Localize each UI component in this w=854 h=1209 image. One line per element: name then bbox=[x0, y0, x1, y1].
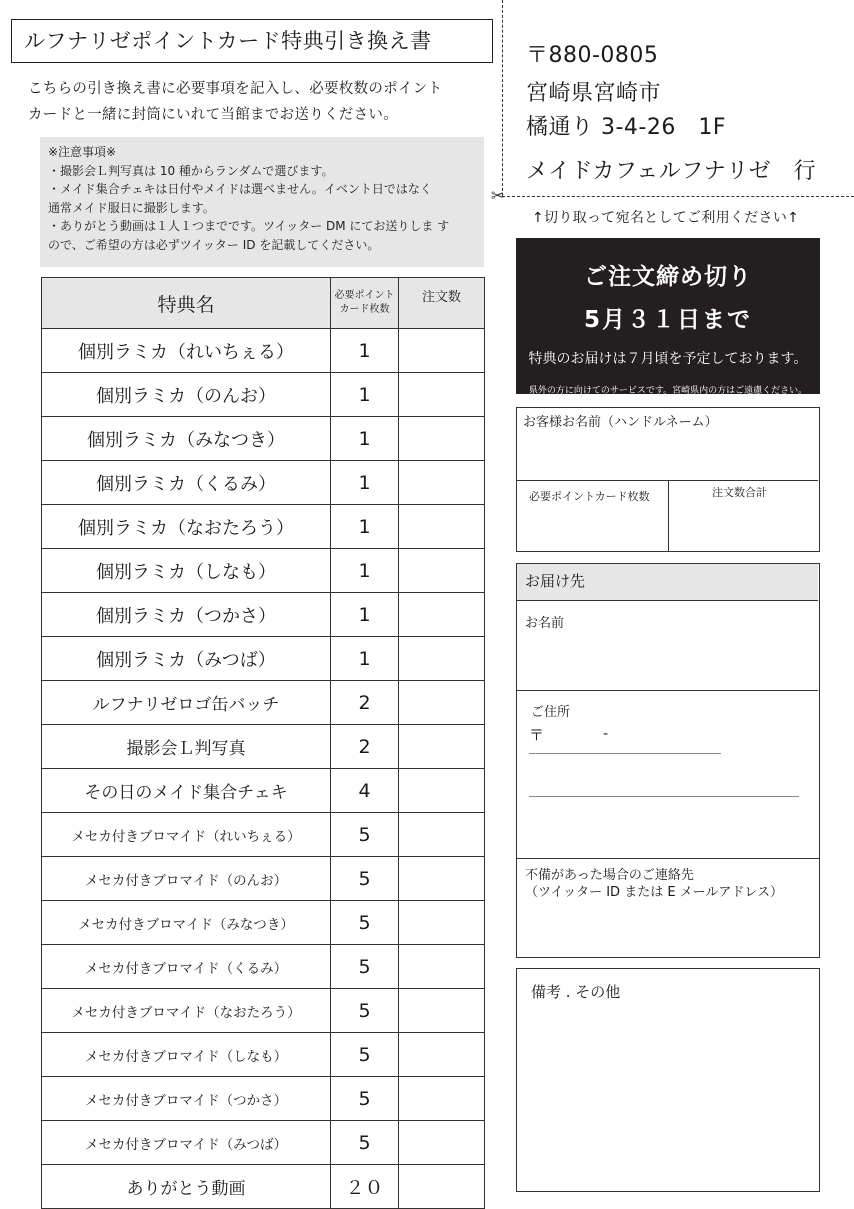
benefit-name: メセカ付きブロマイド（つかさ） bbox=[42, 1077, 331, 1121]
scissors-icon: ✂ bbox=[491, 186, 505, 205]
benefit-name: ルフナリゼロゴ缶バッチ bbox=[42, 681, 331, 725]
header-points-line-2: カード枚数 bbox=[339, 304, 390, 315]
order-total-label: 注文数合計 bbox=[712, 486, 767, 499]
page-title: ルフナリゼポイントカード特典引き換え書 bbox=[11, 19, 493, 63]
qty-cell[interactable] bbox=[399, 1077, 485, 1121]
benefit-points: 5 bbox=[331, 1077, 399, 1121]
contact-box[interactable] bbox=[516, 858, 820, 958]
delivery-header bbox=[517, 564, 818, 601]
benefit-name: メセカ付きブロマイド（れいちぇる） bbox=[42, 813, 331, 857]
qty-cell[interactable] bbox=[399, 1121, 485, 1165]
qty-cell[interactable] bbox=[399, 549, 485, 593]
qty-cell[interactable] bbox=[399, 1033, 485, 1077]
postal-dash: - bbox=[603, 726, 609, 742]
address-postal: 〒880-0805 bbox=[526, 43, 659, 68]
address-line-2: 橘通り 3-4-26 1F bbox=[526, 115, 727, 140]
contact-label-1: 不備があった場合のご連絡先 bbox=[525, 868, 694, 883]
table-row bbox=[42, 417, 485, 461]
divider bbox=[517, 690, 818, 691]
table-row bbox=[42, 989, 485, 1033]
header-points bbox=[331, 278, 399, 329]
qty-cell[interactable] bbox=[399, 505, 485, 549]
benefit-points: 2 bbox=[331, 681, 399, 725]
table-row bbox=[42, 901, 485, 945]
benefit-points: 1 bbox=[331, 549, 399, 593]
benefits-table bbox=[41, 277, 485, 1209]
benefit-points: 5 bbox=[331, 989, 399, 1033]
customer-name-field[interactable] bbox=[517, 408, 818, 480]
qty-cell[interactable] bbox=[399, 593, 485, 637]
order-total-field[interactable] bbox=[670, 504, 818, 550]
qty-cell[interactable] bbox=[399, 417, 485, 461]
table-row bbox=[42, 593, 485, 637]
table-row bbox=[42, 1033, 485, 1077]
table-row bbox=[42, 461, 485, 505]
table-row bbox=[42, 637, 485, 681]
delivery-header-label: お届け先 bbox=[525, 572, 586, 590]
notes-line: ので、ご希望の方は必ずツイッター ID を記載してください。 bbox=[48, 237, 380, 252]
address-label: ご住所 bbox=[531, 705, 571, 720]
qty-cell[interactable] bbox=[399, 461, 485, 505]
divider bbox=[668, 480, 669, 551]
benefit-name: 個別ラミカ（みつば） bbox=[42, 637, 331, 681]
benefit-points: 1 bbox=[331, 329, 399, 373]
table-row bbox=[42, 1077, 485, 1121]
postal-code-field[interactable] bbox=[529, 753, 721, 754]
intro-text bbox=[28, 76, 508, 128]
table-row bbox=[42, 549, 485, 593]
delivery-box bbox=[516, 563, 820, 859]
intro-line-1: こちらの引き換え書に必要事項を記入し、必要枚数のポイント bbox=[28, 81, 443, 97]
qty-cell[interactable] bbox=[399, 813, 485, 857]
qty-cell[interactable] bbox=[399, 857, 485, 901]
table-row bbox=[42, 725, 485, 769]
notes-line: ・ありがとう動画は１人１つまでです。ツイッター DM にてお送りしま す bbox=[48, 219, 450, 234]
header-points-line-1: 必要ポイント bbox=[334, 290, 395, 301]
benefit-points: 5 bbox=[331, 1033, 399, 1077]
benefit-name: 個別ラミカ（つかさ） bbox=[42, 593, 331, 637]
postal-mark: 〒 bbox=[529, 726, 545, 744]
table-row bbox=[42, 813, 485, 857]
benefit-name: その日のメイド集合チェキ bbox=[42, 769, 331, 813]
remarks-box[interactable] bbox=[516, 968, 820, 1192]
table-row bbox=[42, 1165, 485, 1209]
qty-cell[interactable] bbox=[399, 637, 485, 681]
table-row bbox=[42, 373, 485, 417]
table-row bbox=[42, 945, 485, 989]
benefit-name: 個別ラミカ（しなも） bbox=[42, 549, 331, 593]
address-line-1: 宮崎県宮崎市 bbox=[526, 81, 662, 106]
benefit-points: 1 bbox=[331, 505, 399, 549]
benefit-name: メセカ付きブロマイド（のんお） bbox=[42, 857, 331, 901]
qty-cell[interactable] bbox=[399, 681, 485, 725]
benefit-points: 1 bbox=[331, 373, 399, 417]
qty-cell[interactable] bbox=[399, 725, 485, 769]
header-name: 特典名 bbox=[42, 278, 331, 329]
benefit-name: ありがとう動画 bbox=[42, 1165, 331, 1209]
benefit-name: メセカ付きブロマイド（くるみ） bbox=[42, 945, 331, 989]
benefit-points: 5 bbox=[331, 901, 399, 945]
benefit-name: メセカ付きブロマイド（しなも） bbox=[42, 1033, 331, 1077]
intro-line-2: カードと一緒に封筒にいれて当館までお送りください。 bbox=[28, 107, 398, 123]
benefit-points: 5 bbox=[331, 857, 399, 901]
benefit-points: 2 bbox=[331, 725, 399, 769]
customer-box bbox=[516, 407, 820, 552]
notes-line: 通常メイド服日に撮影します。 bbox=[48, 200, 215, 215]
table-row bbox=[42, 1121, 485, 1165]
deadline-box bbox=[516, 238, 820, 394]
remarks-label: 備考 . その他 bbox=[531, 983, 621, 1001]
qty-cell[interactable] bbox=[399, 945, 485, 989]
benefit-points: 1 bbox=[331, 417, 399, 461]
notes-heading: ※注意事項※ bbox=[48, 145, 117, 159]
cut-line-vertical bbox=[502, 0, 503, 196]
benefit-points: 5 bbox=[331, 945, 399, 989]
benefit-name: 個別ラミカ（のんお） bbox=[42, 373, 331, 417]
table-row bbox=[42, 769, 485, 813]
address-recipient: メイドカフェルフナリゼ 行 bbox=[526, 159, 817, 184]
table-header-row bbox=[42, 278, 485, 329]
customer-name-label: お客様お名前（ハンドルネーム） bbox=[523, 415, 718, 430]
qty-cell[interactable] bbox=[399, 769, 485, 813]
benefit-points: 1 bbox=[331, 593, 399, 637]
benefit-points: 4 bbox=[331, 769, 399, 813]
benefit-points: 5 bbox=[331, 813, 399, 857]
table-row bbox=[42, 329, 485, 373]
qty-cell[interactable] bbox=[399, 989, 485, 1033]
benefit-points: ２０ bbox=[331, 1165, 399, 1209]
cut-note: ↑切り取って宛名としてご利用ください↑ bbox=[532, 210, 800, 226]
benefit-name: メセカ付きブロマイド（なおたろう） bbox=[42, 989, 331, 1033]
benefit-points: 5 bbox=[331, 1121, 399, 1165]
deadline-date: 5月３１日まで bbox=[583, 307, 752, 333]
address-field[interactable] bbox=[529, 796, 799, 797]
qty-cell[interactable] bbox=[399, 373, 485, 417]
header-qty: 注文数 bbox=[399, 278, 485, 329]
points-total-field[interactable] bbox=[517, 504, 667, 550]
qty-cell[interactable] bbox=[399, 901, 485, 945]
qty-cell[interactable] bbox=[399, 329, 485, 373]
benefit-name: 個別ラミカ（なおたろう） bbox=[42, 505, 331, 549]
deadline-title: ご注文締め切り bbox=[584, 264, 752, 290]
qty-cell[interactable] bbox=[399, 1165, 485, 1209]
contact-label-2: （ツイッター ID または E メールアドレス） bbox=[525, 885, 784, 900]
notes-box bbox=[40, 137, 484, 267]
points-total-label: 必要ポイントカード枚数 bbox=[529, 490, 650, 503]
notes-line: ・メイド集合チェキは日付やメイドは選べません。イベント日ではなく bbox=[48, 182, 432, 197]
deadline-note: 県外の方に向けてのサービスです。宮崎県内の方はご遠慮ください。 bbox=[528, 386, 808, 396]
deadline-delivery: 特典のお届けは７月頃を予定しております。 bbox=[528, 351, 808, 367]
recipient-name-field[interactable] bbox=[517, 604, 818, 688]
table-row bbox=[42, 681, 485, 725]
notes-line: ・撮影会Ｌ判写真は 10 種からランダムで選びます。 bbox=[48, 163, 334, 178]
recipient-name-label: お名前 bbox=[525, 616, 565, 631]
benefit-points: 1 bbox=[331, 637, 399, 681]
benefit-points: 1 bbox=[331, 461, 399, 505]
benefit-name: メセカ付きブロマイド（みなつき） bbox=[42, 901, 331, 945]
benefit-name: 個別ラミカ（くるみ） bbox=[42, 461, 331, 505]
table-row bbox=[42, 857, 485, 901]
benefit-name: 個別ラミカ（れいちぇる） bbox=[42, 329, 331, 373]
benefit-name: メセカ付きブロマイド（みつば） bbox=[42, 1121, 331, 1165]
benefit-name: 個別ラミカ（みなつき） bbox=[42, 417, 331, 461]
cut-line-horizontal bbox=[502, 196, 854, 197]
benefit-name: 撮影会Ｌ判写真 bbox=[42, 725, 331, 769]
table-row bbox=[42, 505, 485, 549]
